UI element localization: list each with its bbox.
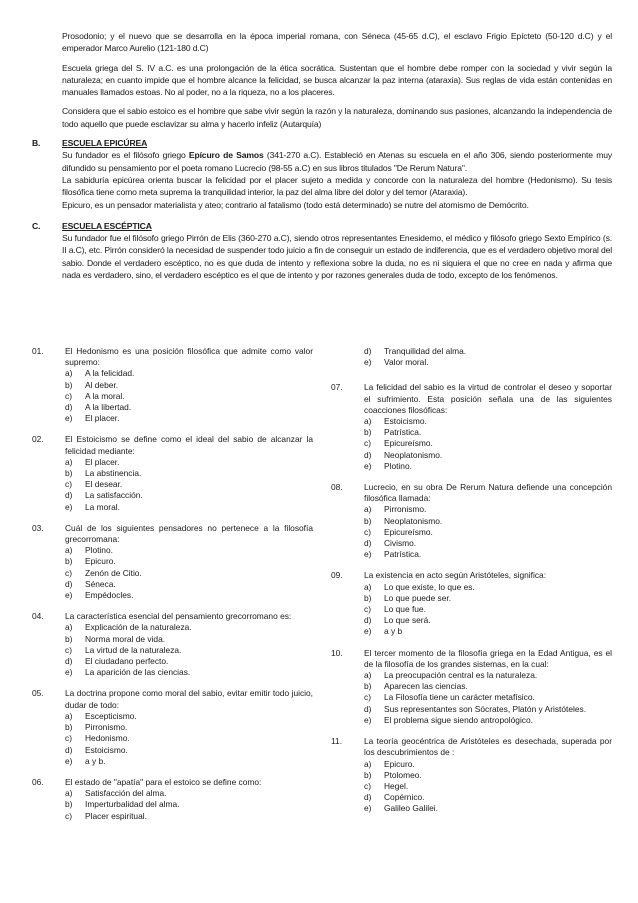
option-text: La moral. [85,501,120,512]
question [331,648,612,726]
question-number: 06. [32,776,44,787]
option-letter: e) [364,549,372,560]
section-letter: C. [32,220,41,231]
question-body [364,736,612,814]
answer-option [65,391,313,402]
text-block [32,30,612,281]
option-letter: c) [364,692,371,703]
question-number: 10. [331,647,343,658]
question-number: 05. [32,688,44,699]
answer-option [364,461,612,472]
option-letter: b) [65,799,73,810]
section-paragraph: Su fundador es el filósofo griego Epícuro de Samos (341-270 a.C). Estableció en Atenas su escuela en el año 306, siendo posteriormente muy difundido su pensamiento por el poeta romano Lucrecio (98-55 a.C) en sus libros titulados "De Rerum Natura". [62,150,613,173]
question-stem: El tercer momento de la filosofía griega en la Edad Antigua, es el de la filosofía de los grandes sistemas, en la cual: [364,647,612,669]
option-text: Satisfacción del alma. [85,788,167,799]
option-letter: d) [364,346,372,356]
option-text: Lo que será. [384,615,431,626]
option-text: Norma moral de vida. [85,633,166,644]
question [331,736,612,814]
option-text: Epicuro. [85,556,116,567]
option-letter: a) [364,670,372,681]
question-body [65,523,313,601]
option-letter: d) [65,744,73,755]
right-column [331,346,612,832]
question [32,611,313,678]
question-body [65,688,313,766]
answer-option [65,722,313,733]
option-letter: d) [65,490,73,501]
answer-option [364,504,612,515]
option-text: Hedonismo. [85,733,130,744]
question-body [65,611,313,678]
option-letter: d) [65,402,73,413]
question-stem: Cuál de los siguientes pensadores no pertenece a la filosofía grecorromana: [65,522,313,545]
option-text: La satisfacción. [85,490,143,501]
option-text: A la moral. [85,390,125,401]
section-title: ESCUELA ESCÉPTICA [62,220,152,231]
answer-option [65,645,313,656]
option-letter: d) [65,578,73,589]
section-title: ESCUELA EPICÚREA [62,138,148,149]
option-text: El placer. [85,456,120,467]
question-stem: El estado de "apatía" para el estoico se define como: [65,776,262,787]
option-letter: e) [364,460,372,471]
option-letter: a) [65,368,73,379]
option-letter: c) [364,438,371,449]
answer-option [65,479,313,490]
section-paragraph: La sabiduría epicúrea orienta buscar la felicidad por el placer sujeto a medida y concorde con la naturaleza del hombre (Hedonismo). Su tesis filosófica tiene como meta suprema la tranquilidad interior, la paz del alma libre del dolor y del temor (Ataraxia). [62,174,612,198]
answer-option [65,402,313,413]
answer-option [364,770,612,781]
option-letter: a) [364,581,372,592]
question-body [65,434,313,512]
option-letter: d) [364,792,372,803]
intro-paragraph: Escuela griega del S. IV a.C. es una prolongación de la ética socrática. Sustentan que el hombre debe romper con la sociedad y vivir según la naturaleza; en cuanto impide que el hombre alcance la felicidad, se busca alcanzar la paz interna (ataraxia). Sus reglas de vida están contenidas en manuales llamados estoas. No al poder, no a la riqueza, no a los placeres. [62,62,612,98]
answer-option [364,346,612,357]
question-number: 04. [32,611,44,622]
question-number: 07. [331,382,343,393]
option-text: a y b. [85,755,106,766]
question-number: 02. [32,434,44,445]
option-text: Valor moral. [384,357,429,368]
option-letter: a) [65,545,73,556]
answer-option [364,715,612,726]
answer-option [364,704,612,715]
option-letter: c) [65,810,72,821]
answer-option [364,357,612,368]
option-letter: d) [364,703,372,714]
answer-option [364,759,612,770]
answer-option [65,733,313,744]
option-text: Zenón de Citio. [85,567,142,578]
option-text: La aparición de las ciencias. [85,667,191,678]
question-stem: Lucrecio, en su obra De Rerum Natura defiende una concepción filosófica llamada: [364,482,612,504]
option-letter: b) [364,592,372,603]
answer-option [65,457,313,468]
question-number: 08. [331,482,343,493]
option-text: La abstinencia. [85,468,142,479]
left-column [32,346,313,832]
answer-option [65,413,313,424]
intro-paragraph: Considera que el sabio estoico es el hombre que sabe vivir según la razón y la naturaleza, dominando sus pasiones, alcanzando la independencia de todo aquello que puede esclavizar su alma y hacerlo infeliz (Autarquía) [62,106,612,129]
option-text: Epicureísmo. [384,438,433,449]
answer-option [364,450,612,461]
option-text: Imperturbalidad del alma. [85,799,180,810]
option-text: Lo que fue. [384,604,426,615]
option-text: Civismo. [384,538,417,549]
answer-option [364,692,612,703]
option-text: Aparecen las ciencias. [384,681,468,692]
option-text: A la felicidad. [85,368,135,379]
option-letter: b) [65,722,73,733]
question-body [364,382,612,472]
option-text: El ciudadano perfecto. [85,656,169,667]
option-text: Pirronismo. [85,722,128,733]
option-text: Estoicismo. [384,416,427,427]
answer-option [364,438,612,449]
option-letter: d) [364,615,372,626]
option-letter: e) [364,714,372,725]
answer-option [65,811,313,822]
answer-option [364,582,612,593]
option-text: a y b [384,626,403,637]
question-number: 09. [331,570,343,581]
question-number: 01. [32,346,44,356]
answer-option [65,656,313,667]
option-letter: d) [364,538,372,549]
question-stem: La existencia en acto según Aristóteles, significa: [364,570,547,581]
option-letter: e) [65,590,73,601]
question [32,434,313,512]
intro-paragraph: Prosodonio; y el nuevo que se desarrolla en la época imperial romana, con Séneca (45-65 d.C), el esclavo Frigio Epícteto (50-120 d.C) y el emperador Marco Aurelio (121-180 d.C) [62,31,612,54]
answer-option [364,626,612,637]
option-text: Hegel. [384,780,409,791]
question-stem: La doctrina propone como moral del sabio, evitar emitir todo juicio, dudar de todo: [65,688,313,710]
option-text: Plotino. [85,545,113,556]
section-letter: B. [32,138,41,149]
option-letter: c) [364,526,371,537]
section-paragraph: Su fundador fue el filósofo griego Pirrón de Elis (360-270 a.C), siendo otros representantes Enesidemo, el médico y filósofo griego Sexto Empírico (s. II a.C), etc. Pirrón consideró la necesidad de suspender todo juicio a fin de conseguir un estado de indiferencia, que es el verdadero objetivo moral del sabio. Donde el verdadero escéptico, no es que duda de intento y reflexiona sobre la duda, no es ni siquiera el que no cree en nada y afirma que nada es verdadero, sino, el verdadero escéptico es el que de intento y por razones generales duda de todo, excepto de los fenómenos. [62,233,612,281]
option-text: Al deber. [85,379,119,390]
option-letter: c) [65,390,72,401]
answer-option [65,568,313,579]
answer-option [65,490,313,501]
option-text: Escepticismo. [85,710,137,721]
answer-option [364,615,612,626]
option-text: Patrística. [384,549,422,560]
question-body [364,482,612,560]
answer-option [65,667,313,678]
option-text: Epicureísmo. [384,526,433,537]
answer-option [364,416,612,427]
answer-option [65,711,313,722]
answer-option [364,538,612,549]
answer-option [65,756,313,767]
option-text: Patrística. [384,427,422,438]
option-text: Lo que puede ser. [384,592,452,603]
option-text: Placer espiritual. [85,810,147,821]
option-letter: a) [364,758,372,769]
answer-option [65,788,313,799]
answer-option [65,579,313,590]
question-number: 11. [331,736,343,747]
option-text: La virtud de la naturaleza. [85,644,182,655]
answer-option [364,516,612,527]
option-letter: c) [65,479,72,490]
option-letter: d) [364,449,372,460]
option-letter: e) [65,413,73,424]
option-text: Pirronismo. [384,504,427,515]
answer-option [65,468,313,479]
answer-option [65,745,313,756]
option-text: Ptolomeo. [384,769,422,780]
option-text: Estoicismo. [85,744,128,755]
question-body [65,777,313,822]
question-stem: El Estoicismo se define como el ideal del sabio de alcanzar la felicidad mediante: [65,434,313,456]
option-letter: e) [364,626,372,637]
answer-option [65,380,313,391]
answer-option [65,502,313,513]
question-stem: La felicidad del sabio es la virtud de controlar el deseo y soportar el sufrimiento. Esta posición señala una de las siguientes coacciones filosóficas: [364,382,612,415]
question-stem: El Hedonismo es una posición filosófica que admite como valor supremo: [65,346,313,368]
question-continuation [331,346,612,368]
option-letter: d) [65,656,73,667]
answer-option [65,545,313,556]
question [331,382,612,472]
question [32,777,313,822]
option-text: El desear. [85,479,123,490]
answer-option [364,549,612,560]
option-letter: e) [364,803,372,814]
option-letter: b) [364,681,372,692]
question-stem: La teoría geocéntrica de Aristóteles es desechada, superada por los descubrimientos de : [364,736,612,758]
option-letter: c) [364,780,371,791]
option-letter: b) [65,556,73,567]
option-letter: c) [65,567,72,578]
answer-option [364,681,612,692]
option-text: Lo que existe, lo que es. [384,581,475,592]
answer-option [65,799,313,810]
section-paragraph: Epicuro, es un pensador materialista y ateo; contrario al fatalismo (todo está determinado) se nutre del atomismo de Demócrito. [62,199,529,210]
option-letter: a) [65,622,73,633]
answer-option [364,670,612,681]
option-letter: b) [65,468,73,479]
option-letter: c) [65,733,72,744]
option-text: Explicación de la naturaleza. [85,622,192,633]
option-text: Copérnico. [384,792,425,803]
answer-option [364,803,612,814]
option-letter: e) [65,501,73,512]
answer-option [65,556,313,567]
question [331,570,612,637]
answer-option [364,604,612,615]
option-letter: a) [364,416,372,427]
option-letter: b) [65,379,73,390]
question-body [364,570,612,637]
question [331,482,612,560]
option-text: Empédocles. [85,590,134,601]
option-text: El placer. [85,413,120,424]
option-letter: b) [364,515,372,526]
option-letter: c) [364,604,371,615]
option-letter: c) [65,644,72,655]
questions-area [32,346,612,832]
option-text: Séneca. [85,578,116,589]
option-text: Epicuro. [384,758,415,769]
answer-option [65,634,313,645]
option-text: Tranquilidad del alma. [384,346,467,356]
option-text: Plotino. [384,460,412,471]
option-text: Neoplatonismo. [384,449,443,460]
option-text: Galileo Galilei. [384,803,438,814]
option-letter: b) [364,427,372,438]
option-text: Neoplatonismo. [384,515,443,526]
option-text: A la libertad. [85,402,132,413]
answer-option [65,590,313,601]
option-letter: a) [364,504,372,515]
answer-option [65,368,313,379]
option-text: La preocupación central es la naturaleza. [384,670,538,681]
section-esceptica [32,220,612,281]
answer-option [65,622,313,633]
option-letter: e) [65,755,73,766]
option-letter: b) [364,769,372,780]
question-body [364,648,612,726]
section-epicurea [32,137,612,211]
option-letter: a) [65,710,73,721]
option-letter: a) [65,788,73,799]
answer-option [364,427,612,438]
question [32,346,313,424]
option-letter: a) [65,456,73,467]
option-text: El problema sigue siendo antropológico. [384,714,533,725]
question [32,523,313,601]
option-text: Sus representantes son Sócrates, Platón y Aristóteles. [384,703,587,714]
question-number: 03. [32,522,44,533]
question [32,688,313,766]
answer-option [364,593,612,604]
option-letter: e) [65,667,73,678]
question-body [65,346,313,424]
answer-option [364,792,612,803]
option-letter: b) [65,633,73,644]
answer-option [364,781,612,792]
option-text: La Filosofía tiene un carácter metafísico. [384,692,535,703]
question-stem: La característica esencial del pensamiento grecorromano es: [65,611,292,622]
answer-option [364,527,612,538]
bold-name: Epícuro de Samos [188,150,264,161]
option-letter: e) [364,357,372,368]
